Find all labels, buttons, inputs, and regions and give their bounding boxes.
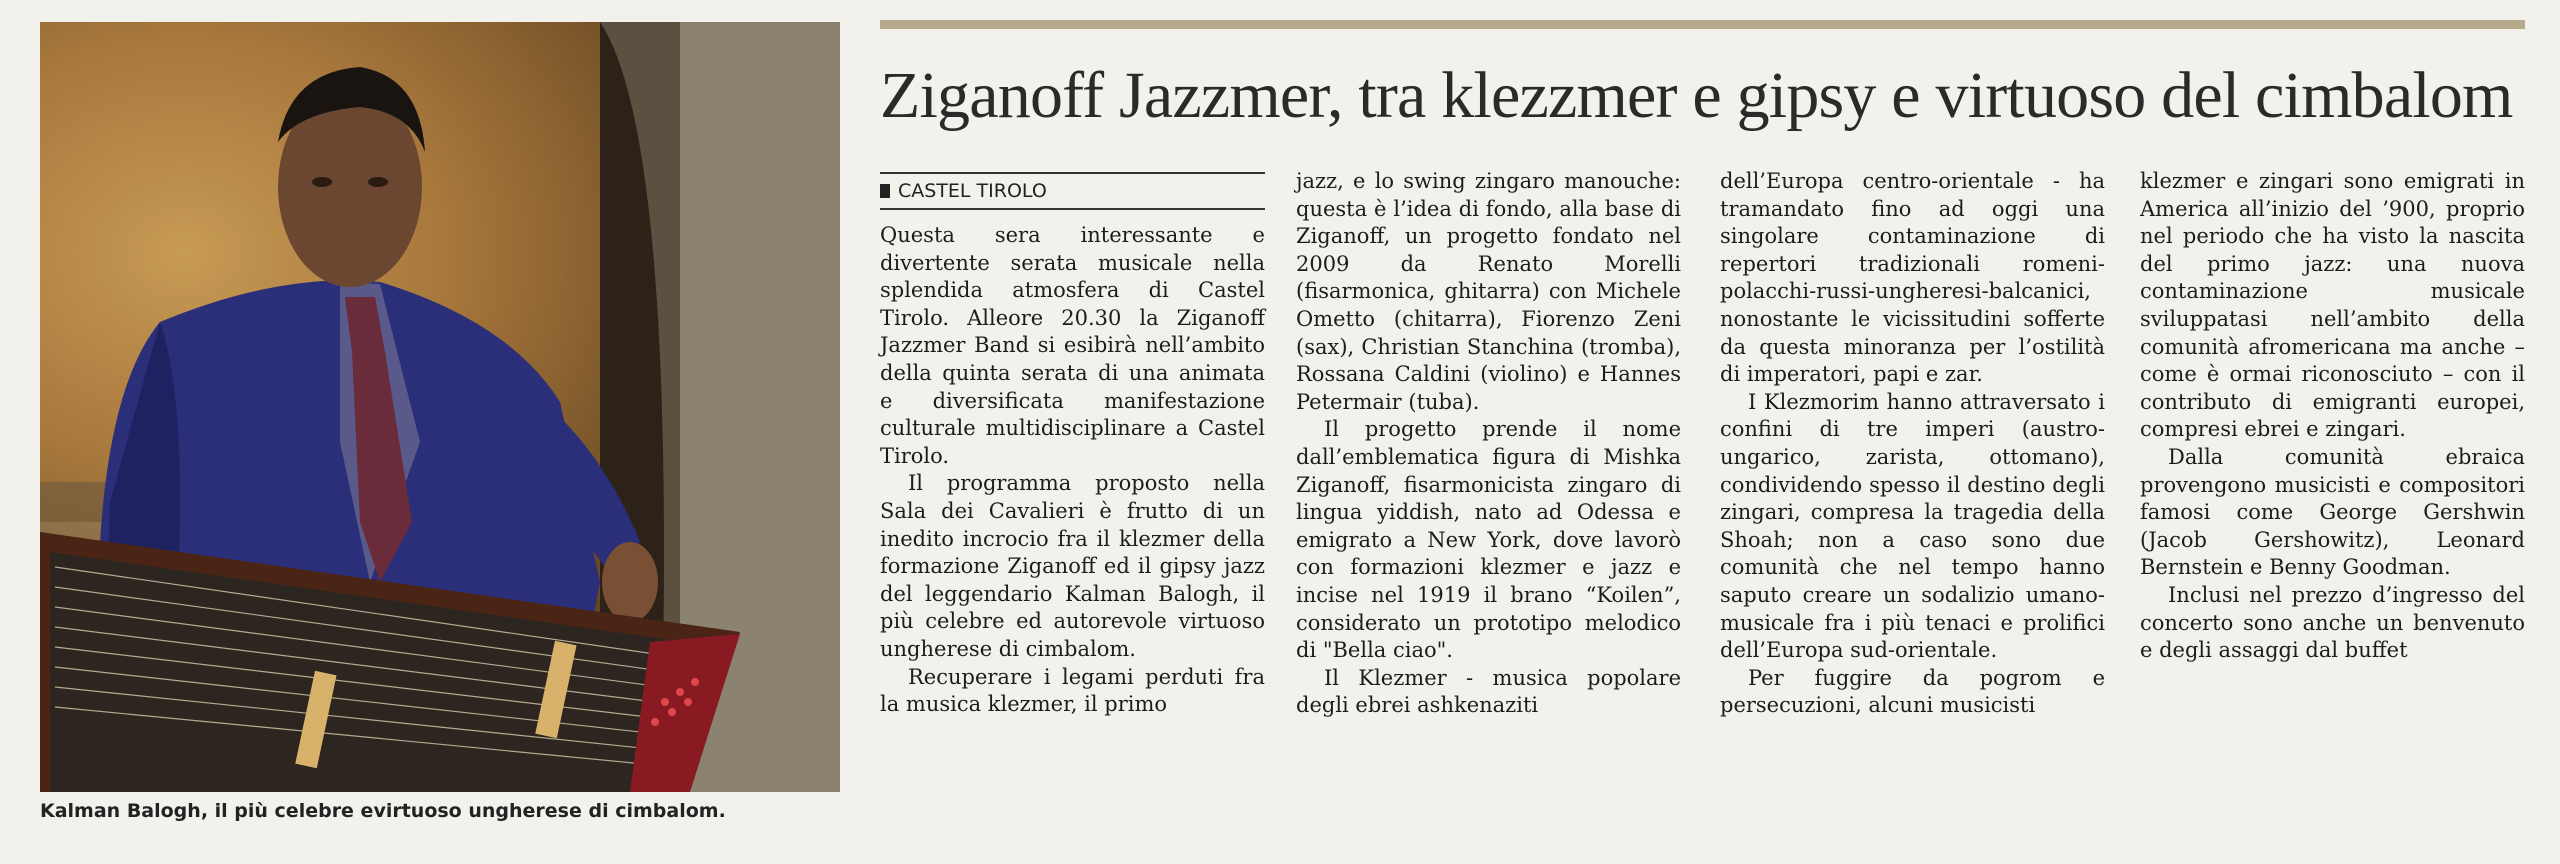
paragraph: Per fuggire da pogrom e persecuzioni, alcuni musicisti <box>1720 665 2105 718</box>
headline: Ziganoff Jazzmer, tra klezzmer e gipsy e virtuoso del cimbalom <box>880 59 2513 132</box>
article-column-4 <box>2140 168 2525 665</box>
paragraph: Inclusi nel prezzo d’ingresso del concerto sono anche un benvenuto e degli assaggi dal buffet <box>2140 582 2525 663</box>
paragraph: Il progetto prende il nome dall’emblematica figura di Mishka Ziganoff, fisarmonicista zingaro di lingua yiddish, nato ad Odessa e emigrato a New York, dove lavorò con formazioni klezmer e jazz e incise nel 1919 il brano “Koilen”, considerato un prototipo melodico di "Bella ciao". <box>1296 417 1681 663</box>
paragraph: Recuperare i legami perduti fra la musica klezmer, il primo <box>880 664 1265 717</box>
paragraph: Dalla comunità ebraica provengono musicisti e compositori famosi come George Gershwin (Jacob Gershowitz), Leonard Bernstein e Benny Goodman. <box>2140 444 2525 580</box>
kicker-text: CASTEL TIROLO <box>898 180 1047 202</box>
article-column-3 <box>1720 168 2105 720</box>
paragraph: klezmer e zingari sono emigrati in America all’inizio del ’900, proprio nel periodo che ha visto la nascita del primo jazz: una nuova contaminazione musicale sviluppatasi nell’ambito della comunità afromericana ma anche – come è ormai riconosciuto – con il contributo di emigranti europei, compresi ebrei e zingari. <box>2140 169 2525 442</box>
kicker <box>880 180 1047 202</box>
top-rule <box>880 20 2525 29</box>
paragraph: Il Klezmer - musica popolare degli ebrei ashkenaziti <box>1296 665 1681 718</box>
article-column-1 <box>880 222 1265 719</box>
paragraph: Questa sera interessante e divertente serata musicale nella splendida atmosfera di Castel Tirolo. Alleore 20.30 la Ziganoff Jazzmer Band si esibirà nell’ambito della quinta serata di una animata e diversificata manifestazione culturale multidisciplinare a Castel Tirolo. <box>880 223 1265 468</box>
kicker-rule-top <box>880 172 1265 174</box>
photo-caption: Kalman Balogh, il più celebre evirtuoso ungherese di cimbalom. <box>40 800 726 822</box>
paragraph: Il programma proposto nella Sala dei Cavalieri è frutto di un inedito incrocio fra il klezmer della formazione Ziganoff ed il gipsy jazz del leggendario Kalman Balogh, il più celebre ed autorevole virtuoso ungherese di cimbalom. <box>880 471 1265 661</box>
kicker-marker-icon <box>880 184 890 198</box>
paragraph: jazz, e lo swing zingaro manouche: questa è l’idea di fondo, alla base di Ziganoff, un progetto fondato nel 2009 da Renato Morelli (fisarmonica, ghitarra) con Michele Ometto (chitarra), Fiorenzo Zeni (sax), Christian Stanchina (tromba), Rossana Caldini (violino) e Hannes Petermair (tuba). <box>1296 169 1681 414</box>
paragraph: I Klezmorim hanno attraversato i confini di tre imperi (austro-ungarico, zarista, ottomano), condividendo spesso il destino degli zingari, compresa la tragedia della Shoah; non a caso sono due comunità che nel tempo hanno saputo creare un sodalizio umano-musicale fra i più tenaci e prolifici dell’Europa sud-orientale. <box>1720 389 2105 663</box>
photo-illustration <box>40 22 840 792</box>
kicker-rule-bottom <box>880 208 1265 210</box>
article-column-2 <box>1296 168 1681 720</box>
photo-kalman-balogh <box>40 22 840 792</box>
paragraph: dell’Europa centro-orientale - ha tramandato fino ad oggi una singolare contaminazione di repertori tradizionali romeni-polacchi-russi-ungheresi-balcanici, nonostante le vicissitudini sofferte da questa minoranza per l’ostilità di imperatori, papi e zar. <box>1720 169 2105 387</box>
